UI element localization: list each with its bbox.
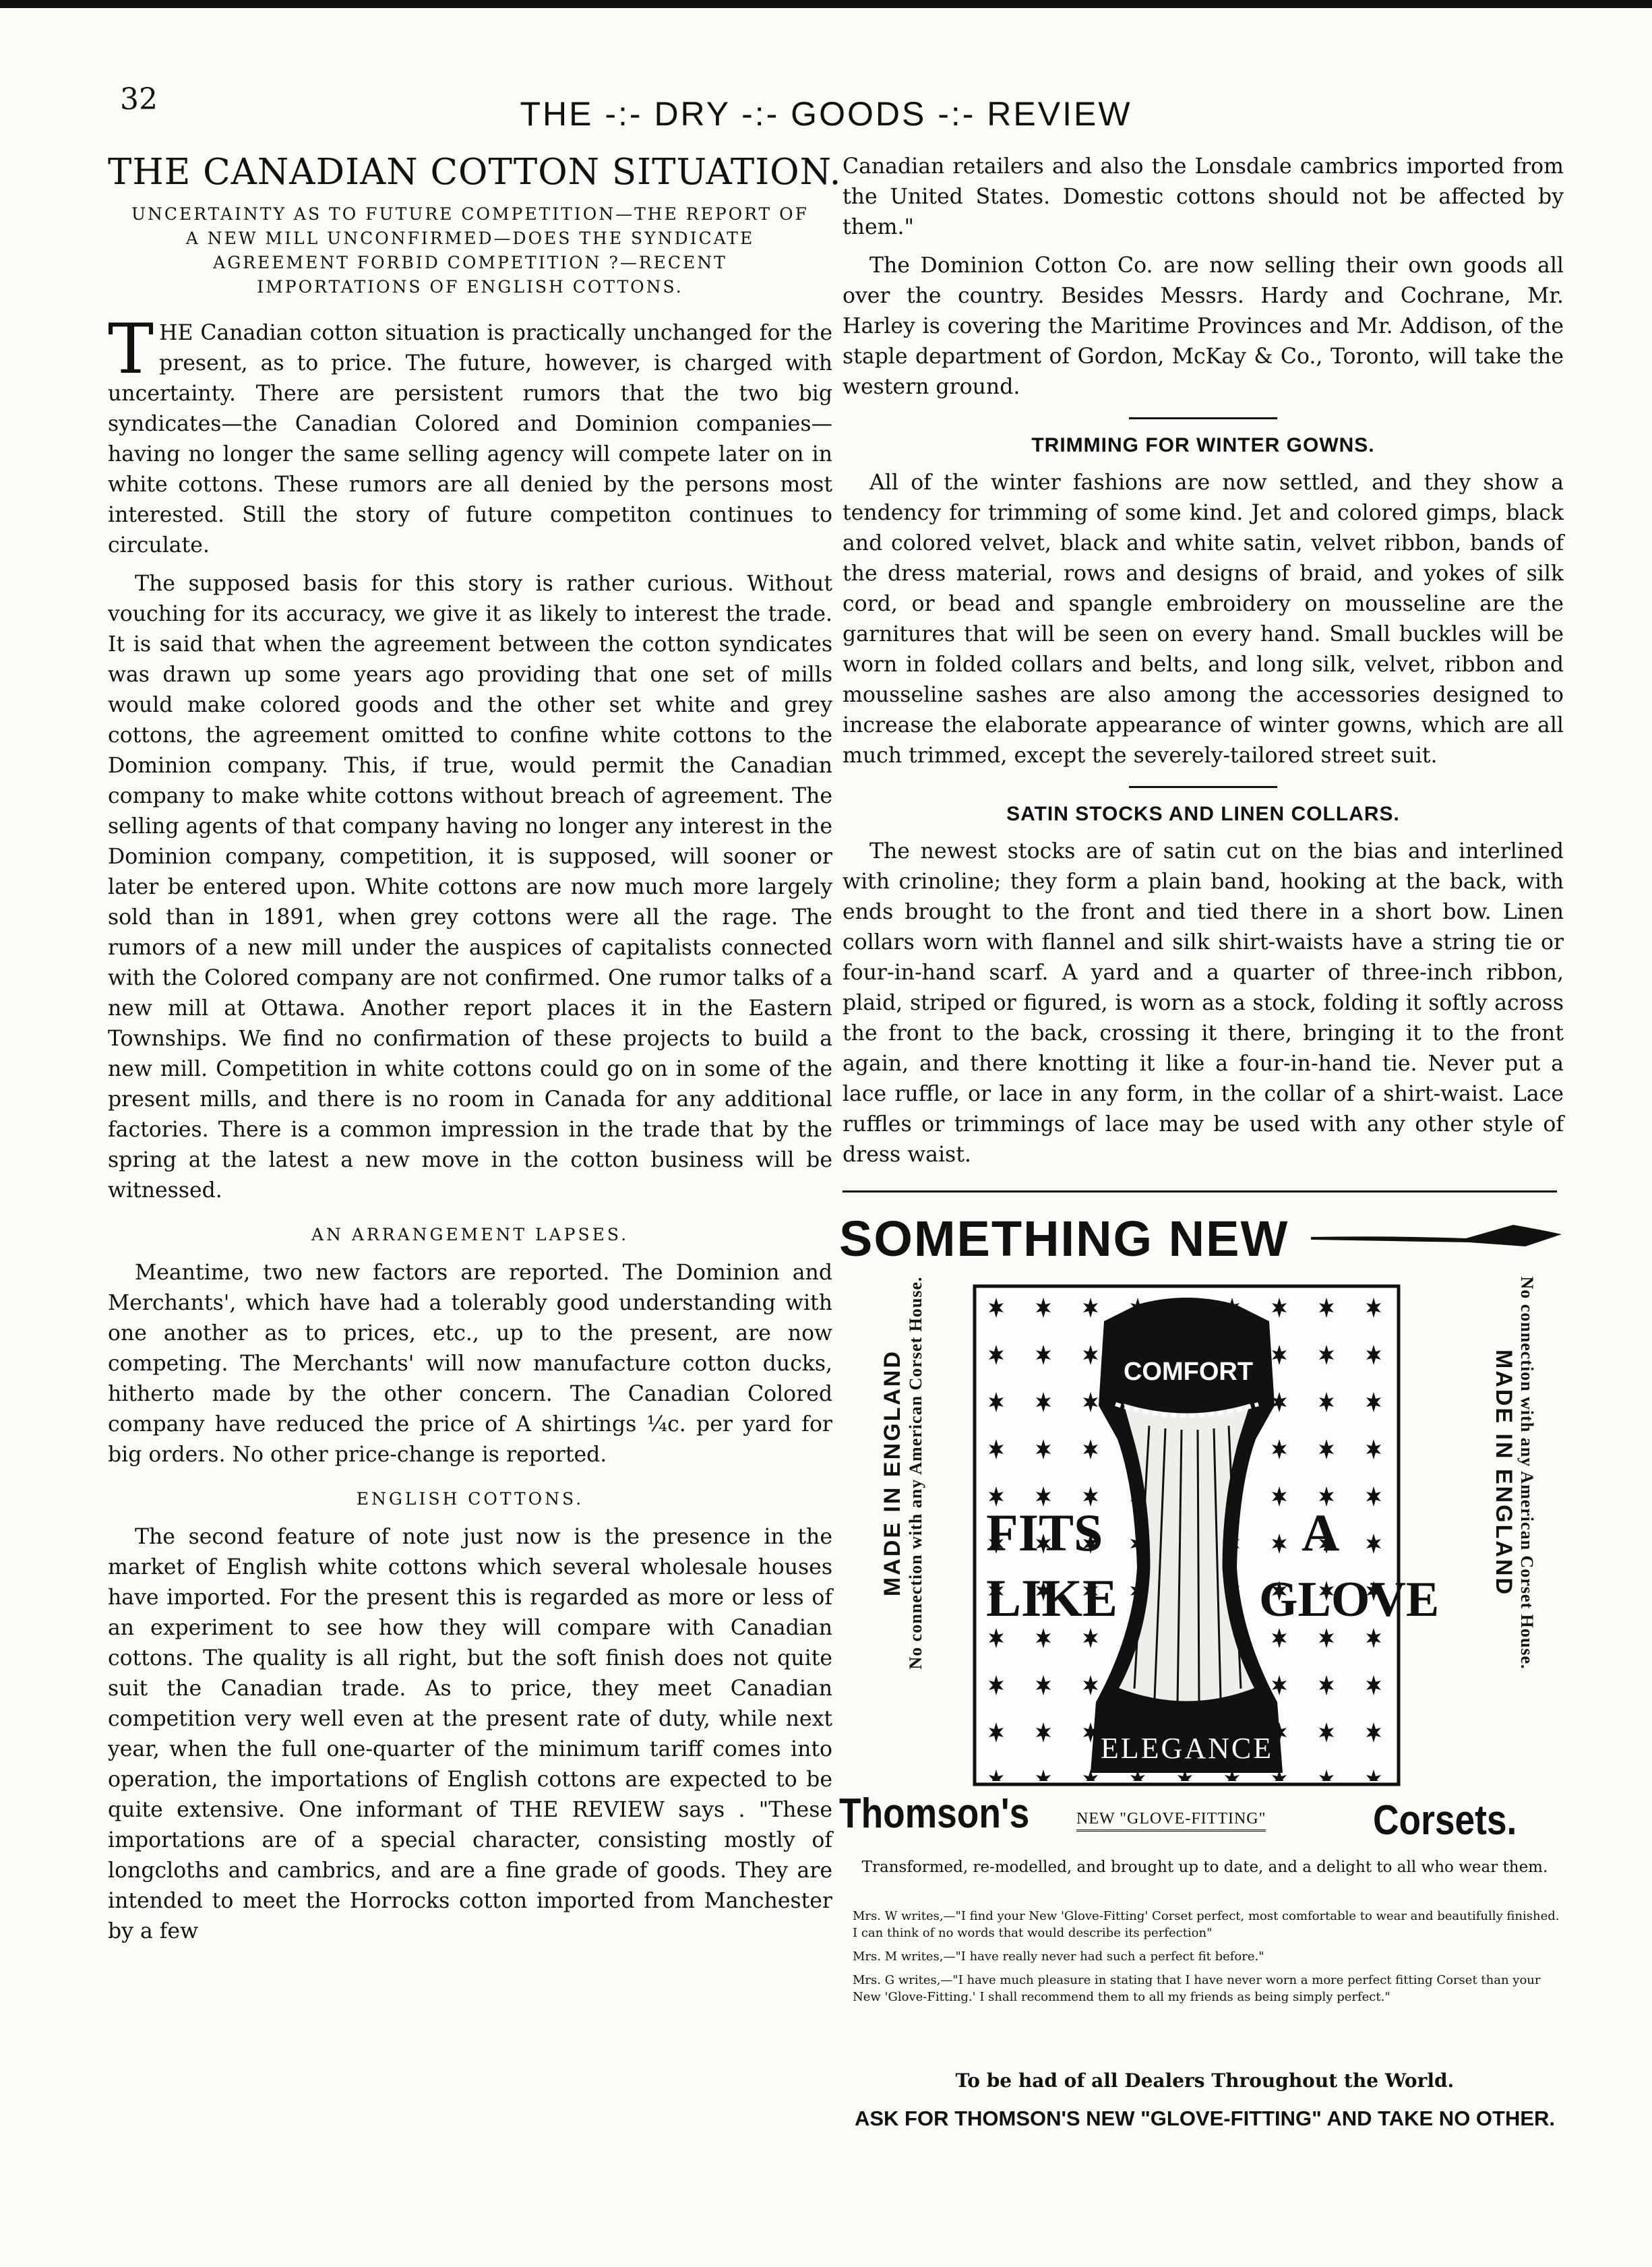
no-connection-label: No connection with any American Corset House. bbox=[906, 1276, 925, 1670]
article-paragraph: THE Canadian cotton situation is practically unchanged for the present, as to price. The future, however, is charged with uncertainty. There are persistent rumors that the two big syndicates—the Canadian Colored and Dominion companies—having no longer the same selling agency will compete later on in white cottons. These rumors are all denied by the persons most interested. Still the story of future competiton continues to circulate. bbox=[108, 309, 832, 557]
article-paragraph: The supposed basis for this story is rather curious. Without vouching for its accuracy, we give it as likely to interest the trade. It is said that when the agreement between the cotton syndicates was drawn up some years ago providing that one set of mills would make colored goods and the other set white and grey cottons, the agreement omitted to confine white cottons to the Dominion company. This, if true, would permit the Canadian company to make white cottons without breach of agreement. The selling agents of that company having no longer any interest in the Dominion company, competition, it is supposed, will sooner or later be entered upon. White cottons are now much more largely sold than in 1891, when grey cottons were all the rage. The rumors of a new mill under the auspices of capitalists connected with the Colored company are not confirmed. One rumor talks of a new mill at Ottawa. Another report places it in the Eastern Townships. We find no confirmation of these projects to build a new mill. Competition in white cottons could go on in some of the present mills, and there is no room in Canada for any additional factories. There is a common impression in the trade that by the spring at the latest a new move in the cotton business will be witnessed. bbox=[108, 572, 832, 1203]
section-subhead: ENGLISH COTTONS. bbox=[356, 1489, 584, 1509]
running-head: THE -:- DRY -:- GOODS -:- REVIEW bbox=[520, 95, 1132, 133]
advertisement-rule bbox=[843, 1190, 1557, 1192]
box-glove-text: GLOVE bbox=[1259, 1572, 1440, 1627]
article-paragraph: The second feature of note just now is the presence in the market of English white cottons which several wholesale houses have imported. For the present this is regarded as more or less of an experiment to see how they will compare with Canadian cottons. The quality is all right, but the soft finish does not quite suit the Canadian trade. As to price, they meet Canadian competition very well even at the present rate of duty, while next year, when the full one-quarter of the minimum tariff comes into operation, the importations of English cottons are expected to be quite extensive. One informant of THE REVIEW says . "These importations are of a special character, consisting mostly of longcloths and cambrics, and are a fine grade of goods. They are intended to meet the Horrocks cotton imported from Manchester by a few bbox=[108, 1525, 832, 1943]
article-paragraph: The Dominion Cotton Co. are now selling their own goods all over the country. Besides Messrs. Hardy and Cochrane, Mr. Harley is covering the Maritime Provinces and Mr. Addison, of the staple department of Gordon, McKay & Co., Toronto, will take the western ground. bbox=[843, 253, 1564, 399]
article-paragraph: Meantime, two new factors are reported. The Dominion and Merchants', which have had a tolerably good understanding with one another as to prices, etc., up to the present, are now competing. The Merchants' will now manufacture cotton ducks, hitherto made by the other concern. The Canadian Colored company have reduced the price of A shirtings ¼c. per yard for big orders. No other price-change is reported. bbox=[108, 1261, 832, 1467]
testimonial: Mrs. G writes,—"I have much pleasure in stating that I have never worn a more perfect fitting Corset than your New 'Glove-Fitting.' I shall recommend them to all my friends as being simply perfect." bbox=[853, 1973, 1541, 2004]
page-number: 32 bbox=[120, 82, 158, 117]
ad-tagline: Transformed, re-modelled, and brought up to date, and a delight to all who wear them. bbox=[861, 1858, 1548, 1876]
ad-headline: SOMETHING NEW bbox=[839, 1211, 1289, 1267]
article-title: THE CANADIAN COTTON SITUATION. bbox=[108, 152, 842, 193]
made-in-england-label: MADE IN ENGLAND bbox=[880, 1349, 905, 1597]
made-in-england-label: MADE IN ENGLAND bbox=[1491, 1349, 1517, 1597]
drop-cap: T bbox=[108, 309, 154, 390]
testimonials bbox=[853, 1908, 1560, 2012]
corset-illustration bbox=[973, 1284, 1440, 1786]
box-like-text: LIKE bbox=[986, 1569, 1118, 1627]
testimonial: Mrs. M writes,—"I have really never had such a perfect fit before." bbox=[853, 1949, 1264, 1964]
ad-brand-line bbox=[839, 1790, 1570, 1850]
section-divider bbox=[1129, 417, 1277, 419]
ad-call-to-action: ASK FOR THOMSON'S NEW "GLOVE-FITTING" AND TAKE NO OTHER. bbox=[854, 2107, 1556, 2130]
arrow-ornament-icon bbox=[1311, 1218, 1614, 1259]
side-text-right bbox=[1469, 1217, 1537, 1729]
ad-dealers: To be had of all Dealers Throughout the World. bbox=[955, 2069, 1455, 2092]
no-connection-label: No connection with any American Corset House. bbox=[1517, 1276, 1537, 1670]
section-subhead: AN ARRANGEMENT LAPSES. bbox=[311, 1225, 630, 1244]
brand-name: Thomson's bbox=[839, 1790, 1030, 1837]
left-column bbox=[108, 152, 842, 1955]
box-comfort-text: COMFORT bbox=[1123, 1358, 1254, 1386]
scan-edge bbox=[0, 0, 1652, 8]
article-deck: UNCERTAINTY AS TO FUTURE COMPETITION—THE REPORT OF A NEW MILL UNCONFIRMED—DOES THE SYNDICATE AGREEMENT FORBID COMPETITION ?—RECENT IMPORTATIONS OF ENGLISH COTTONS. bbox=[131, 204, 809, 297]
brand-product: Corsets. bbox=[1373, 1797, 1517, 1844]
box-a-text: A bbox=[1302, 1503, 1340, 1562]
article-paragraph: All of the winter fashions are now settled, and they show a tendency for trimming of some kind. Jet and colored gimps, black and colored velvet, black and white satin, velvet ribbon, bands of the dress material, rows and designs of braid, and yokes of silk cord, or bead and spangle embroidery on mousseline are the garnitures that will be seen on every hand. Small buckles will be worn in folded collars and belts, and long silk, velvet, ribbon and mousseline sashes are also among the accessories designed to increase the elaborate appearance of winter gowns, which are all much trimmed, except the severely-tailored street suit. bbox=[843, 471, 1564, 768]
box-fits-text: FITS bbox=[986, 1503, 1103, 1562]
right-column bbox=[843, 152, 1564, 1192]
side-text-left bbox=[880, 1217, 947, 1729]
article-title-trimming: TRIMMING FOR WINTER GOWNS. bbox=[1031, 434, 1375, 456]
brand-new-glove-fitting: NEW "GLOVE-FITTING" bbox=[1076, 1810, 1266, 1832]
article-title-stocks: SATIN STOCKS AND LINEN COLLARS. bbox=[1006, 803, 1400, 825]
corset-advertisement bbox=[839, 1210, 1570, 2167]
testimonial: Mrs. W writes,—"I find your New 'Glove-Fitting' Corset perfect, most comfortable to wear and beautifully finished. I can think of no words that would describe its perfection" bbox=[853, 1909, 1560, 1940]
article-paragraph: Canadian retailers and also the Lonsdale cambrics imported from the United States. Domestic cottons should not be affected by them." bbox=[843, 154, 1564, 239]
section-divider bbox=[1129, 786, 1277, 788]
box-elegance-text: ELEGANCE bbox=[1100, 1732, 1274, 1765]
article-paragraph: The newest stocks are of satin cut on the bias and interlined with crinoline; they form a plain band, hooking at the back, with ends brought to the front and tied there in a short bow. Linen collars worn with flannel and silk shirt-waists have a string tie or four-in-hand scarf. A yard and a quarter of three-inch ribbon, plaid, striped or figured, is worn as a stock, folding it softly across the front to the back, crossing it there, bringing it to the front again, and there knotting it like a four-in-hand tie. Never put a lace ruffle, or lace in any form, in the collar of a shirt-waist. Lace ruffles or trimmings of lace may be used with any other style of dress waist. bbox=[843, 839, 1564, 1167]
